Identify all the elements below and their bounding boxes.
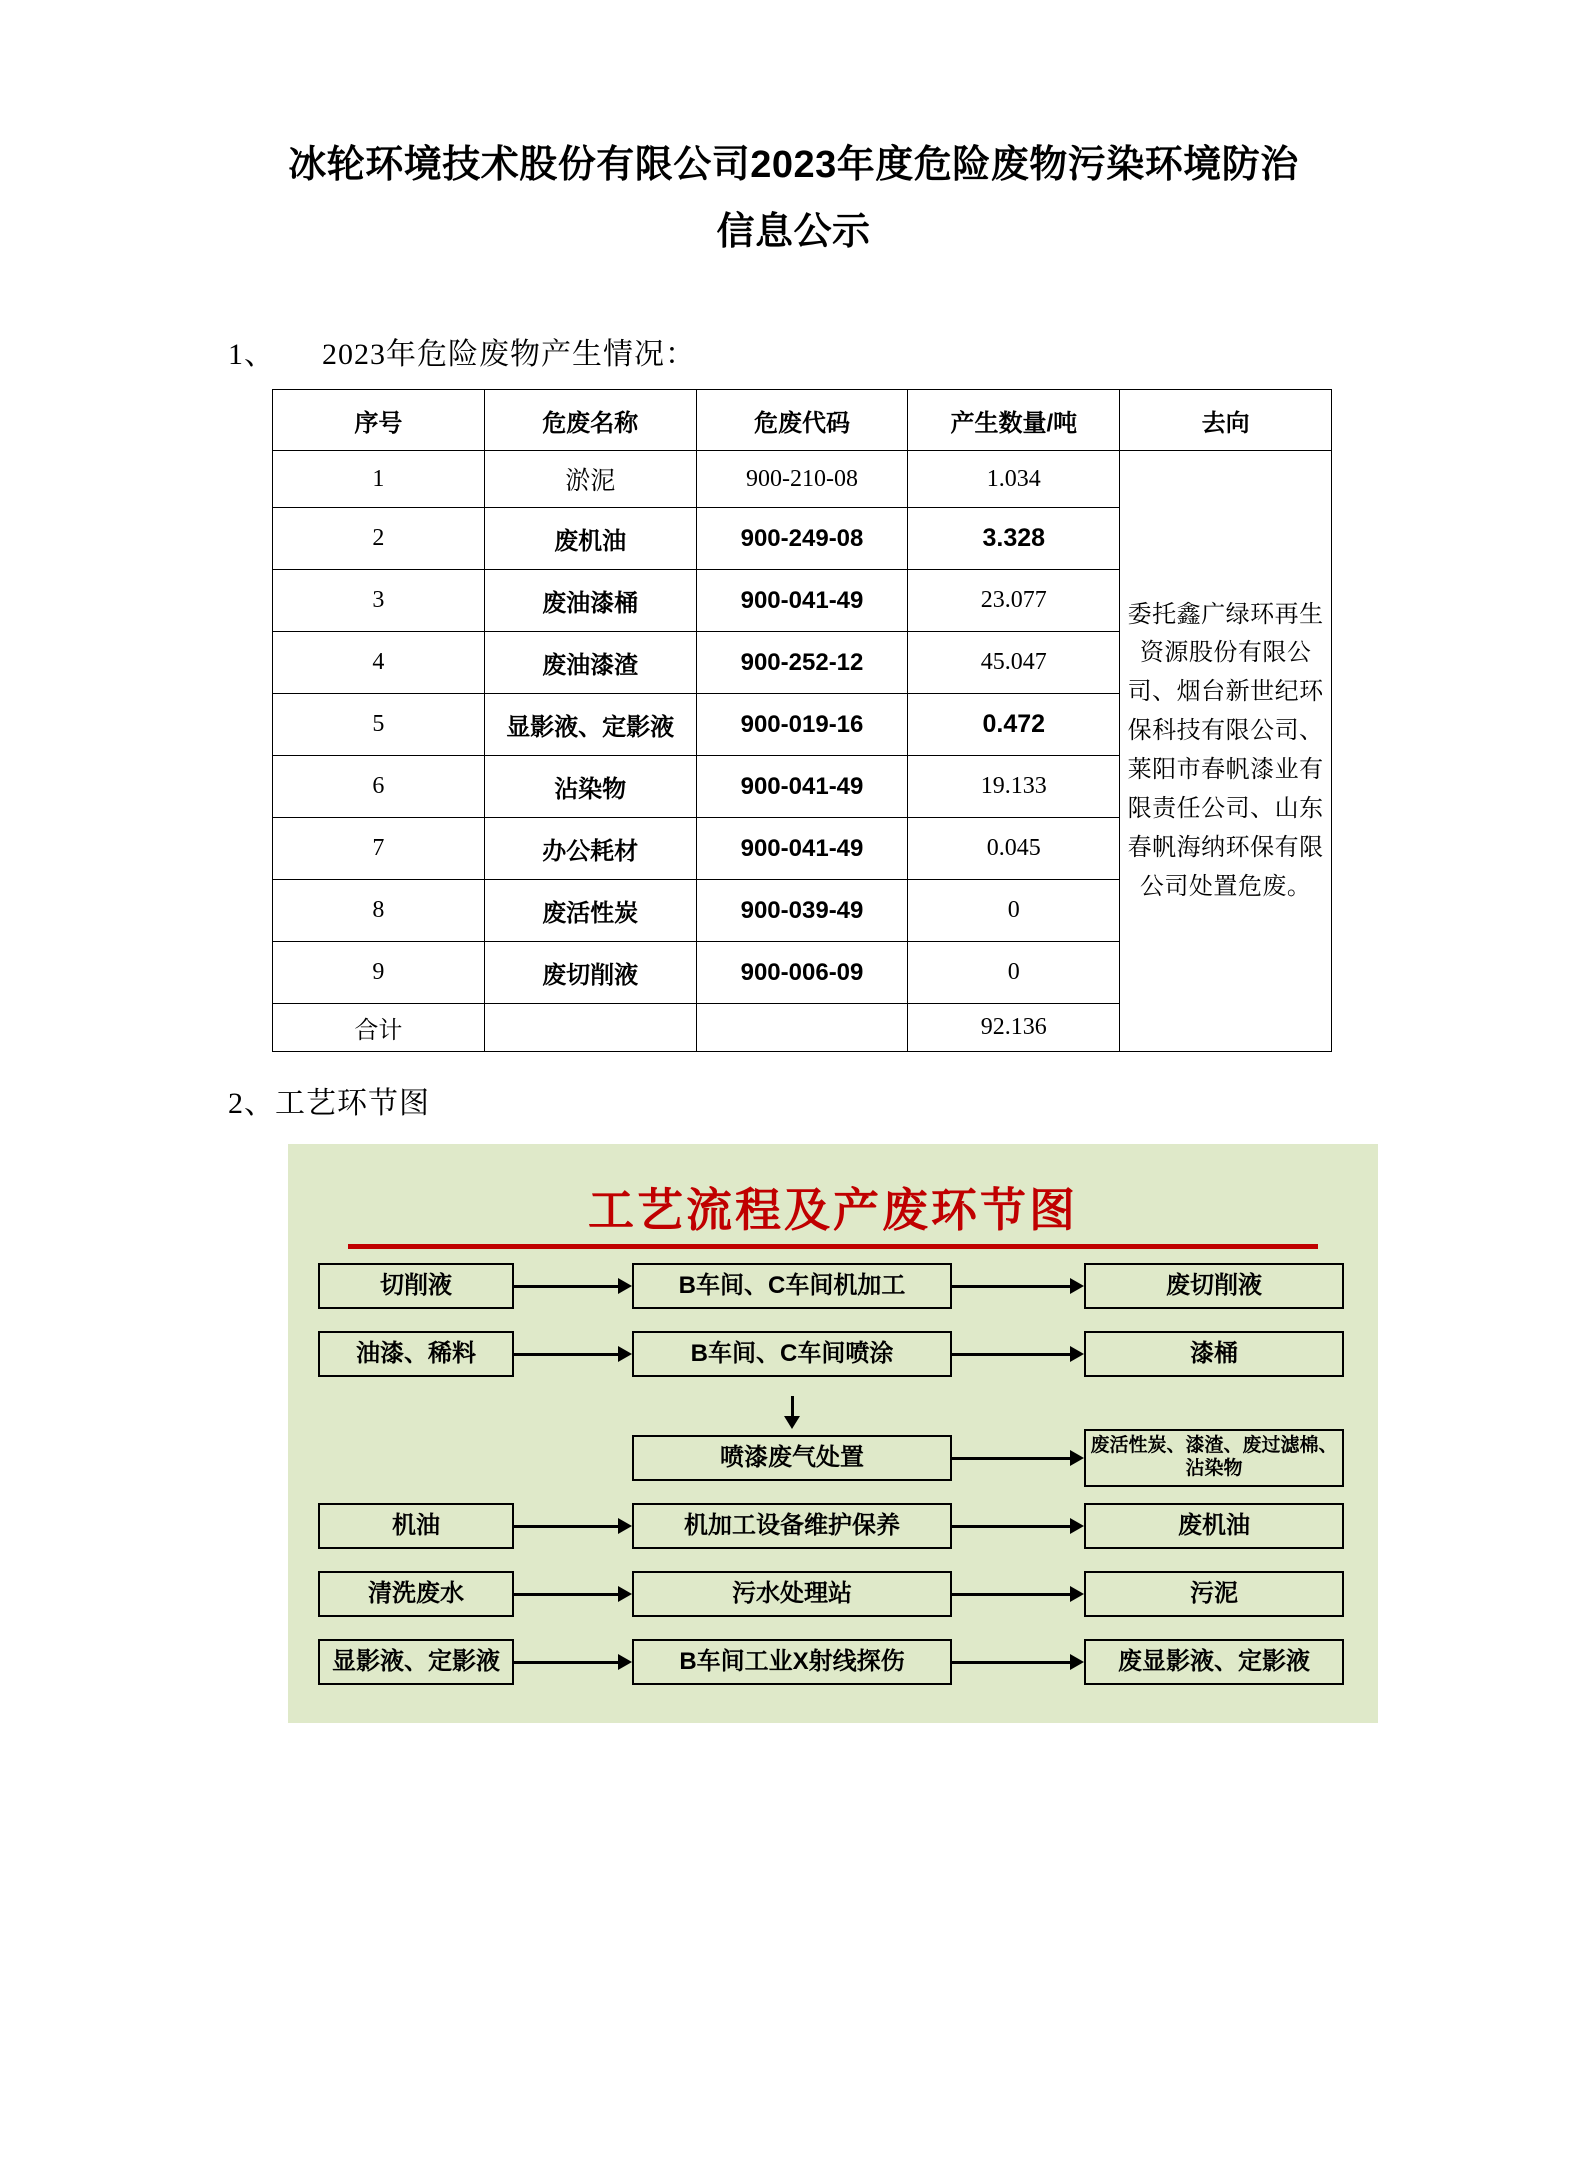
cell-index: 9 [273,942,485,1004]
cell-waste-code: 900-249-08 [696,508,908,570]
cell-index: 7 [273,818,485,880]
arrow-right-icon [952,1516,1084,1536]
flow-input-box: 清洗废水 [318,1571,514,1617]
section-2-text: 工艺环节图 [275,1087,430,1120]
arrow-right-icon [952,1448,1084,1468]
cell-quantity: 23.077 [908,570,1120,632]
flow-output-box: 废机油 [1084,1503,1344,1549]
title-line-2: 信息公示 [716,210,871,253]
header-index: 序号 [273,390,485,451]
cell-index: 4 [273,632,485,694]
cell-waste-name: 淤泥 [484,451,696,508]
arrow-right-icon [514,1584,632,1604]
cell-quantity: 0 [908,880,1120,942]
cell-waste-code: 900-041-49 [696,570,908,632]
arrow-right-icon [952,1584,1084,1604]
flow-row-3 [288,1431,1378,1485]
cell-waste-code: 900-041-49 [696,756,908,818]
cell-waste-code: 900-019-16 [696,694,908,756]
cell-quantity: 0.472 [908,694,1120,756]
cell-index: 6 [273,756,485,818]
arrow-right-icon [952,1276,1084,1296]
flow-row-5 [288,1567,1378,1621]
cell-waste-code: 900-041-49 [696,818,908,880]
waste-table [272,389,1332,1052]
flow-output-box: 废显影液、定影液 [1084,1639,1344,1685]
flow-input-box: 显影液、定影液 [318,1639,514,1685]
table-header-row [273,390,1332,451]
flow-row-1 [288,1259,1378,1313]
cell-waste-code: 900-039-49 [696,880,908,942]
flow-row-4 [288,1499,1378,1553]
flow-output-box: 废切削液 [1084,1263,1344,1309]
section-1-text: 2023年危险废物产生情况： [322,338,696,371]
cell-index: 8 [273,880,485,942]
title-line-1: 冰轮环境技术股份有限公司2023年度危险废物污染环境防治 [288,144,1299,186]
cell-total-blank-code [696,1004,908,1052]
flow-process-box: 污水处理站 [632,1571,952,1617]
page-title [0,0,1587,265]
flow-diagram-title: 工艺流程及产废环节图 [348,1174,1318,1249]
cell-waste-name: 废油漆桶 [484,570,696,632]
section-1-number: 1、 [228,338,275,371]
flow-row-2 [288,1327,1378,1381]
flow-input-box: 机油 [318,1503,514,1549]
cell-waste-code: 900-210-08 [696,451,908,508]
waste-table-wrapper [0,389,1587,1052]
arrow-right-icon [952,1652,1084,1672]
cell-waste-code: 900-006-09 [696,942,908,1004]
flow-output-box: 废活性炭、漆渣、废过滤棉、沾染物 [1084,1429,1344,1487]
section-2-heading [0,1078,1587,1122]
flow-process-box: B车间、C车间机加工 [632,1263,952,1309]
cell-quantity: 0 [908,942,1120,1004]
header-quantity: 产生数量/吨 [908,390,1120,451]
flow-process-box: 喷漆废气处置 [632,1435,952,1481]
cell-destination: 委托鑫广绿环再生资源股份有限公司、烟台新世纪环保科技有限公司、莱阳市春帆漆业有限责任公司、山东春帆海纳环保有限公司处置危废。 [1120,451,1332,1052]
cell-waste-name: 办公耗材 [484,818,696,880]
flow-output-box: 漆桶 [1084,1331,1344,1377]
cell-total-blank-name [484,1004,696,1052]
flow-row-6 [288,1635,1378,1689]
cell-index: 5 [273,694,485,756]
cell-waste-name: 废切削液 [484,942,696,1004]
flow-process-box: 机加工设备维护保养 [632,1503,952,1549]
flow-diagram-wrapper [0,1144,1587,1723]
cell-waste-name: 废活性炭 [484,880,696,942]
section-2-number: 2、 [228,1087,275,1120]
flow-diagram [288,1144,1378,1723]
cell-quantity: 19.133 [908,756,1120,818]
arrow-right-icon [514,1276,632,1296]
flow-input-box: 油漆、稀料 [318,1331,514,1377]
arrow-right-icon [514,1516,632,1536]
cell-waste-name: 显影液、定影液 [484,694,696,756]
arrow-right-icon [952,1344,1084,1364]
table-row [273,451,1332,508]
cell-waste-name: 废机油 [484,508,696,570]
cell-total-label: 合计 [273,1004,485,1052]
flow-output-box: 污泥 [1084,1571,1344,1617]
cell-waste-name: 废油漆渣 [484,632,696,694]
flow-process-box: B车间工业X射线探伤 [632,1639,952,1685]
arrow-right-icon [514,1344,632,1364]
cell-waste-name: 沾染物 [484,756,696,818]
flow-down-connector-row [288,1395,1378,1429]
flow-input-box: 切削液 [318,1263,514,1309]
arrow-right-icon [514,1652,632,1672]
header-waste-code: 危废代码 [696,390,908,451]
cell-quantity: 0.045 [908,818,1120,880]
cell-waste-code: 900-252-12 [696,632,908,694]
cell-index: 3 [273,570,485,632]
section-1-heading [0,329,1587,373]
cell-total-quantity: 92.136 [908,1004,1120,1052]
cell-quantity: 3.328 [908,508,1120,570]
flow-process-box: B车间、C车间喷涂 [632,1331,952,1377]
cell-quantity: 1.034 [908,451,1120,508]
header-destination: 去向 [1120,390,1332,451]
cell-index: 2 [273,508,485,570]
cell-index: 1 [273,451,485,508]
header-waste-name: 危废名称 [484,390,696,451]
cell-quantity: 45.047 [908,632,1120,694]
